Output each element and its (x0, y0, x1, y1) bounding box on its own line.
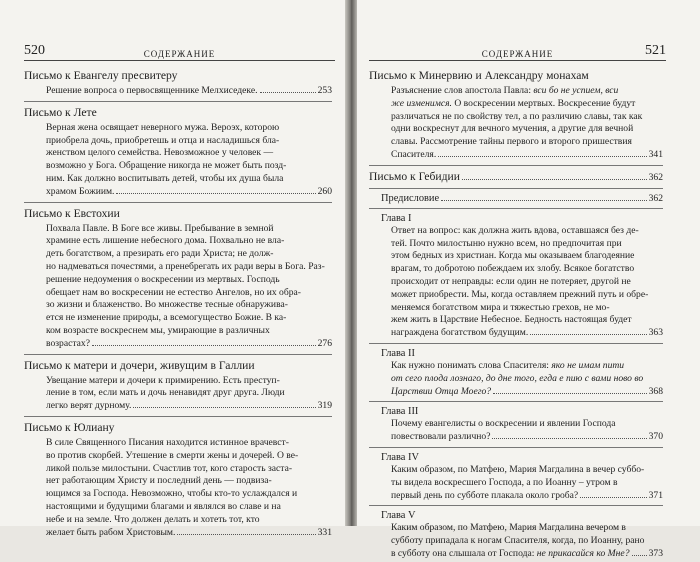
entry-line (391, 360, 663, 373)
toc-entry (46, 85, 332, 98)
entry-line: может приобрести. Мы, когда оставляем прежний путь и обре- (391, 288, 649, 300)
entry-line: ты видела воскресшего Господа, а по Иоанну – утром в (391, 476, 618, 488)
section-divider (369, 447, 663, 448)
entry-line: приобрела дочь, приобретешь и отца и насладишься бла- (46, 134, 280, 146)
entry-line: ним. Как должно воспитывать детей, чтобы их душа была (46, 172, 284, 184)
entry-quote: вси бо не успием, вси (533, 85, 619, 96)
page-ref: 362 (648, 171, 663, 183)
page-ref: 368 (648, 385, 663, 397)
dot-leader (116, 193, 315, 194)
left-page-header (24, 44, 335, 61)
entry-text: повествовали различно? (391, 431, 491, 443)
entry-quote: яко не имам пити (551, 359, 625, 371)
entry-text: первый день по субботе плакала около гроба? (391, 489, 579, 501)
page-ref: 370 (648, 431, 663, 443)
entry-line: ющимся за Господа. Невозможно, чтобы кто-то услаждался и (46, 488, 298, 500)
toc-entry (46, 223, 332, 351)
entry-line: зо жизни и блаженство. Во множестве тесные обнаружива- (46, 299, 288, 311)
toc-section-title: Письмо к Евстохии (24, 206, 120, 220)
entry-line: деть богатством, а презирать его ради Христа; не долж- (46, 248, 274, 260)
page-ref: 341 (648, 148, 663, 160)
book-gutter (345, 0, 357, 526)
entry-text: в субботу она слышала от Господа: (391, 547, 537, 559)
entry-line: обещает нам во воскресении не естество Ангелов, но их обра- (46, 286, 301, 298)
entry-text (391, 548, 630, 561)
entry-line: Похвала Павле. В Боге все живы. Пребывание в земной (46, 222, 274, 234)
chapter-heading: Глава V (381, 510, 416, 522)
section-divider (369, 208, 663, 209)
entry-text: желает быть рабом Христовым. (46, 526, 176, 538)
entry-text: Как нужно понимать слова Спасителя: (391, 359, 552, 371)
section-divider (369, 165, 663, 166)
entry-text: Разъяснение слов апостола Павла: (391, 85, 534, 96)
entry-text: храмом Божиим. (46, 185, 115, 197)
subentry-title: Предисловие (381, 192, 440, 204)
entry-final-line (46, 338, 332, 351)
dot-leader (438, 156, 646, 157)
entry-final-line (391, 386, 663, 399)
entry-line: настоящими и будущими благами и являлся во славе и на (46, 500, 281, 512)
entry-line: возможно у Бога. Обращение никогда не может быть позд- (46, 160, 287, 172)
toc-section-title: Письмо к Евангелу пресвитеру (24, 69, 178, 82)
right-page (357, 0, 700, 559)
entry-quote: же изменимся. (391, 97, 452, 109)
entry-final-line (391, 431, 663, 444)
chapter-heading: Глава IV (381, 451, 419, 463)
entry-final-line (391, 548, 663, 561)
section-divider (369, 188, 663, 189)
page-ref: 371 (648, 489, 663, 501)
entry-line: жем жить в Царствие Небесное. Бедность настоящая будет (391, 314, 632, 326)
section-divider (369, 505, 663, 506)
page-number-left: 520 (24, 43, 45, 58)
section-divider (24, 354, 332, 355)
section-divider (24, 202, 332, 203)
entry-line: во против скорбей. Утешение в смерти жены и дочерей. О ве- (46, 449, 299, 461)
dot-leader (177, 534, 315, 535)
entry-text: возрастах? (46, 337, 90, 349)
entry-text: Спасителя. (391, 148, 437, 160)
entry-quote: не прикасайся ко Мне? (536, 547, 630, 559)
entry-line: ется не изменение природы, а всемогущество Божие. В ка- (46, 312, 287, 324)
entry-line (391, 373, 663, 386)
page-ref: 319 (317, 400, 332, 412)
entry-line: решение недоумения о воскресении из мертвых. Господь (46, 273, 280, 285)
entry-line: славы. Рассмотрение тайны первого и второго пришествия (391, 136, 632, 148)
entry-quote: Царствии Отца Моего? (391, 385, 492, 397)
entry-text: награждена богатством будущим. (391, 327, 529, 339)
entry-text: легко верят дурному. (46, 400, 132, 412)
dot-leader (133, 407, 315, 408)
entry-final-line (46, 527, 332, 540)
entry-line: небе и на земле. Что должен делать и хотеть тот, кто (46, 513, 260, 525)
dot-leader (493, 393, 647, 394)
entry-line: женством целого семейства. Невозможное у человек — (46, 147, 274, 159)
entry-line: Верная жена освящает неверного мужа. Вероэх, которою (46, 121, 280, 133)
page-ref: 362 (648, 192, 663, 204)
toc-entry (391, 225, 663, 340)
running-head-left: СОДЕРЖАНИЕ (143, 49, 216, 59)
entry-line: меняемся богатством мира и тяжестью грехов, не мо- (391, 301, 610, 313)
toc-entry (46, 437, 332, 539)
entry-line: ком возрасте воскреснем мы, умирающие в различных (46, 324, 270, 336)
page-number-right: 521 (645, 43, 666, 58)
dot-leader (632, 555, 647, 556)
chapter-heading: Глава III (381, 406, 419, 418)
toc-section-title: Письмо к Лете (24, 105, 97, 119)
entry-final-line (46, 85, 332, 98)
toc-entry (46, 122, 332, 199)
entry-line: Почему евангелисты о воскресении и явлении Господа (391, 418, 616, 430)
entry-final-line (391, 149, 663, 162)
entry-line: Каким образом, по Матфею, Мария Магдалина вечером в (391, 522, 626, 534)
toc-entry (391, 85, 663, 162)
toc-entry (46, 375, 332, 413)
entry-quote: от сего плода лознаго, до дне того, егда е пию с вами ново во (391, 372, 644, 384)
dot-leader (530, 334, 646, 335)
entry-line: различаться не по свойству тел, а по различию славы, так как (391, 110, 643, 122)
entry-line: Ответ на вопрос: как должна жить вдова, оставшаяся без де- (391, 224, 639, 236)
dot-leader (260, 92, 316, 93)
toc-entry (391, 418, 663, 444)
entry-line: но надмеваться почестями, а пренебрегать их ради веры в Бога. Раз- (46, 260, 325, 272)
toc-section-title: Письмо к матери и дочери, живущим в Галлии (24, 358, 255, 372)
toc-entry (391, 360, 663, 398)
chapter-heading: Глава I (381, 212, 412, 224)
entry-line: ликой пользе милостыни. Счастлив тот, кого старость заста- (46, 462, 293, 474)
entry-text: О воскресении мертвых. Воскресение будут (451, 97, 636, 109)
entry-line: В силе Священного Писания находится истинное врачевст- (46, 436, 289, 448)
entry-final-line (46, 186, 332, 199)
toc-section-title: Письмо к Минервию и Александру монахам (369, 69, 589, 82)
entry-final-line (46, 400, 332, 413)
running-head-right: СОДЕРЖАНИЕ (481, 49, 554, 59)
dot-leader (492, 438, 646, 439)
toc-right-column (369, 66, 663, 562)
toc-subentry-preface (381, 192, 663, 205)
dot-leader (580, 497, 646, 498)
page-ref: 253 (317, 85, 332, 96)
section-divider (369, 343, 663, 344)
entry-line: ление в том, если мать и дочь ненавидят друг друга. Люди (46, 387, 285, 399)
entry-line (391, 85, 663, 98)
toc-section-title: Письмо к Юлиану (24, 420, 115, 434)
dot-leader (462, 179, 647, 180)
chapter-heading: Глава II (381, 347, 415, 359)
entry-line: врагам, то добротою побеждаем их злобу. Всякое богатство (391, 263, 635, 275)
section-divider (24, 101, 332, 102)
entry-line (391, 98, 663, 111)
section-divider (24, 416, 332, 417)
entry-line: тей. Почто милостыню нужно всем, но предпочитая при (391, 237, 622, 249)
entry-line: Увещание матери и дочери к примирению. Есть преступ- (46, 374, 280, 386)
page-ref: 260 (317, 185, 332, 197)
toc-left-column (24, 66, 332, 540)
left-page (0, 0, 345, 538)
dot-leader (441, 200, 647, 201)
entry-line: субботу припадала к ногам Спасителя, когда, по Иоанну, рано (391, 535, 645, 547)
toc-entry (391, 464, 663, 502)
toc-section-title (369, 169, 663, 185)
right-page-header (369, 44, 666, 61)
section-divider (369, 401, 663, 402)
page-ref: 276 (317, 337, 332, 349)
toc-entry (391, 522, 663, 560)
page-ref: 373 (648, 547, 663, 559)
entry-line: Каким образом, по Матфею, Мария Магдалина в вечер суббо- (391, 463, 645, 475)
page-ref: 363 (648, 327, 663, 339)
entry-final-line (391, 490, 663, 503)
dot-leader (92, 345, 316, 346)
entry-text: Решение вопроса о первосвященнике Мелхиседеке. (46, 85, 258, 96)
page-ref: 331 (317, 526, 332, 538)
entry-line: хрaмине есть лишение небесного дома. Похвально не вла- (46, 235, 285, 247)
entry-final-line (391, 327, 663, 340)
section-title-text: Письмо к Гебидии (369, 169, 460, 183)
entry-line: нет работающим Христу и последний день — подвиза- (46, 475, 272, 487)
entry-line: этом бедных из христиан. Когда мы оказываем благодеяние (391, 250, 635, 262)
entry-line: одни воскреснут для вечного мучения, а другие для вечной (391, 123, 634, 135)
entry-line: происходит от неправды: если один не потеряет, другой не (391, 275, 631, 287)
